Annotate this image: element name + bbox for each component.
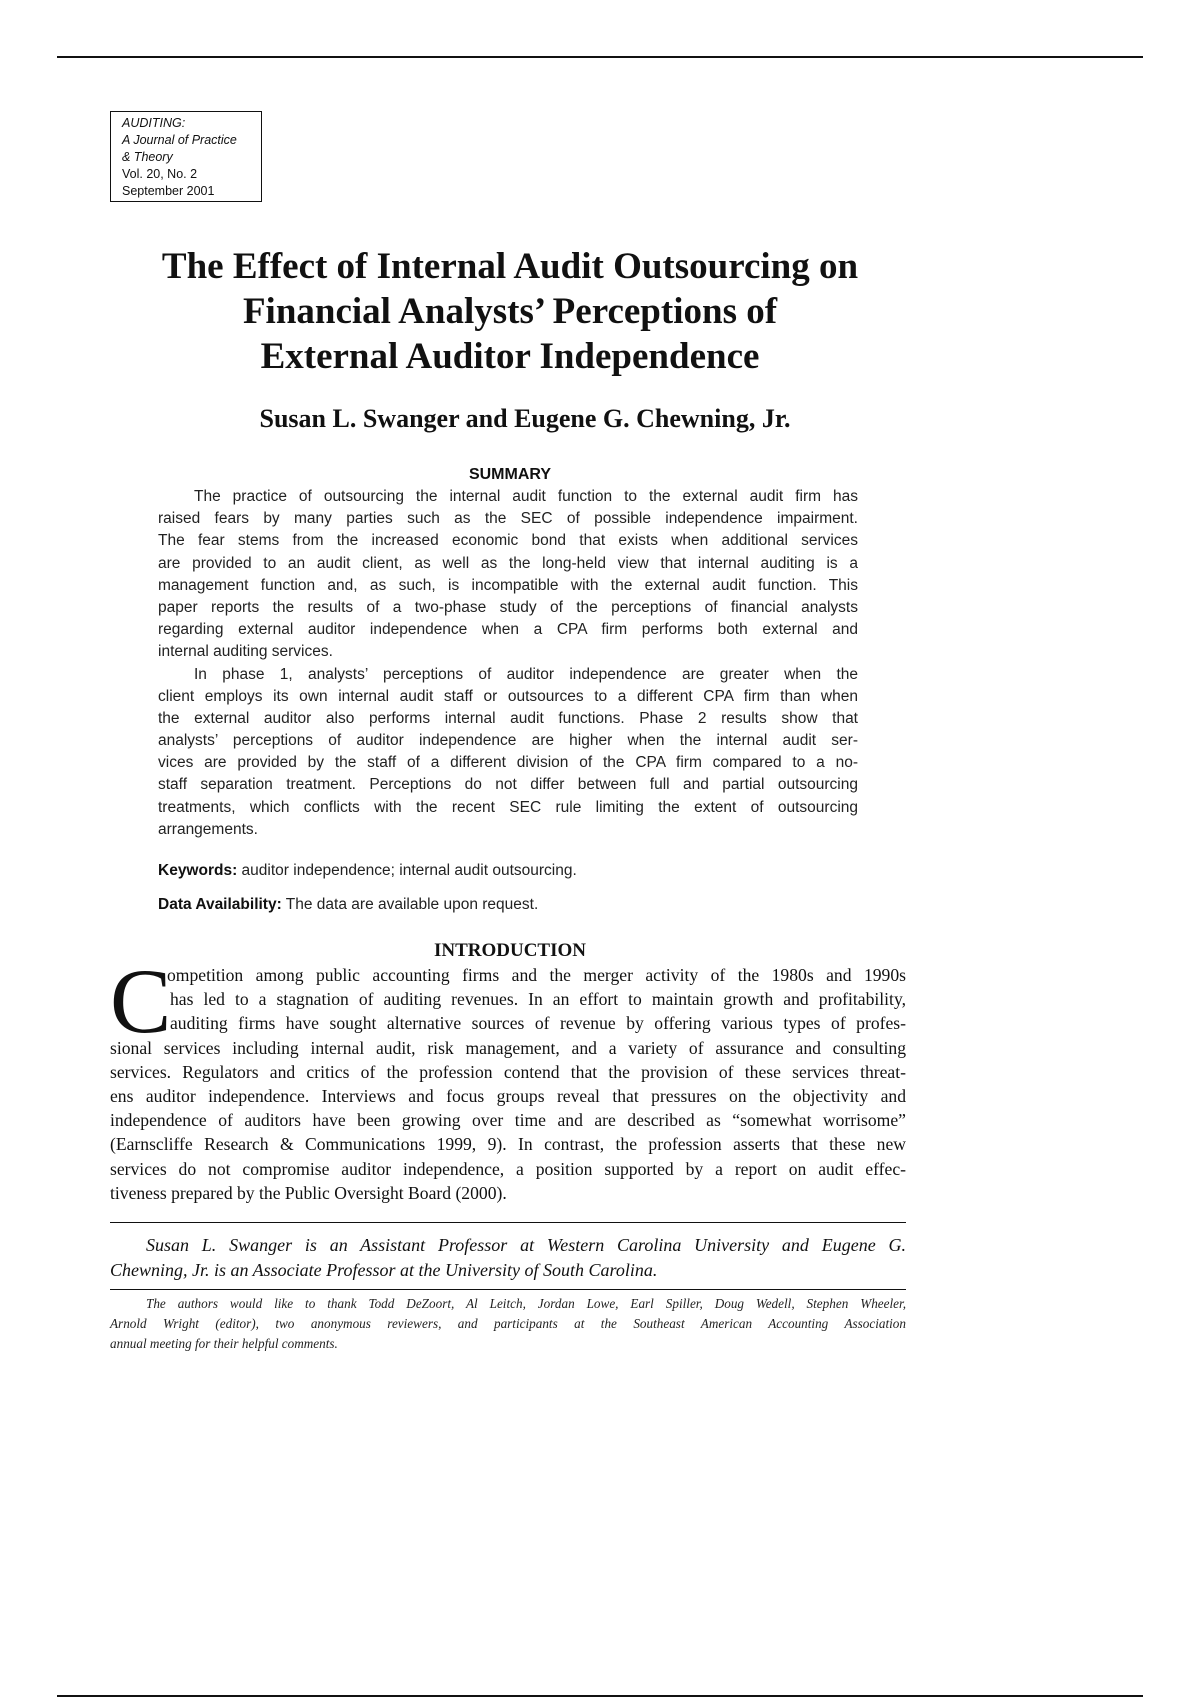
title-line: Financial Analysts’ Perceptions of [242,291,778,332]
journal-info-box [110,111,262,202]
footnote-rule [110,1222,906,1223]
intro-line: (Earnscliffe Research & Communications 1999, 9). In contrast, the profession asserts that these new [110,1134,906,1155]
summary-line: regarding external auditor independence when a CPA firm performs both external and [158,621,858,639]
summary-line: paper reports the results of a two-phase study of the perceptions of financial analysts [158,598,858,616]
summary-line: The fear stems from the increased economic bond that exists when additional services [158,532,858,550]
keywords-label: Keywords: [158,862,238,879]
summary-line: The practice of outsourcing the internal audit function to the external audit firm has [194,488,858,505]
summary-line: analysts’ perceptions of auditor independence are higher when the internal audit ser- [158,732,858,750]
journal-name-line: AUDITING: [122,116,186,130]
intro-line: independence of auditors have been growing over time and are described as “somewhat worrisome” [110,1110,906,1131]
journal-volume: Vol. 20, No. 2 [122,167,198,181]
summary-abstract [158,486,858,841]
journal-name-line: A Journal of Practice [122,133,237,147]
title-line: The Effect of Internal Audit Outsourcing on [161,246,859,287]
intro-line: ompetition among public accounting firms and the merger activity of the 1980s and 1990s [167,965,906,985]
summary-line: raised fears by many parties such as the SEC of possible independence impairment. [158,510,858,528]
paper-authors: Susan L. Swanger and Eugene G. Chewning, Jr. [259,404,791,433]
data-availability-text: The data are available upon request. [281,896,539,913]
bottom-rule [57,1695,1143,1697]
summary-heading: SUMMARY [468,466,552,483]
intro-line: services. Regulators and critics of the profession contend that the provision of these services threat- [110,1061,906,1082]
introduction-body [110,963,906,1205]
intro-line: has led to a stagnation of auditing revenues. In an effort to maintain growth and profitability, [170,989,906,1010]
summary-line: staff separation treatment. Perceptions do not differ between full and partial outsourcing [158,776,858,794]
summary-line: management function and, as such, is incompatible with the external audit function. This [158,576,858,594]
affiliation-line: Susan L. Swanger is an Assistant Professor at Western Carolina University and Eugene G. [146,1235,906,1255]
summary-line: are provided to an audit client, as well as the long-held view that internal auditing is a [158,554,858,572]
introduction-heading: INTRODUCTION [433,940,587,961]
keywords [158,861,878,881]
summary-line: treatments, which conflicts with the recent SEC rule limiting the extent of outsourcing [158,798,858,816]
intro-line: services do not compromise auditor independence, a position supported by a report on audit effec- [110,1158,906,1179]
paper-title [110,244,910,379]
top-rule [57,56,1143,58]
summary-line: arrangements. [158,820,258,838]
title-line: External Auditor Independence [260,336,760,377]
drop-cap: C [110,950,172,1052]
acknowledgment-line: annual meeting for their helpful comments. [110,1336,338,1351]
affiliation-line: Chewning, Jr. is an Associate Professor at the University of South Carolina. [110,1260,658,1280]
data-availability-label: Data Availability: [158,896,282,913]
summary-line: client employs its own internal audit staff or outsources to a different CPA firm than when [158,687,858,705]
summary-line: In phase 1, analysts’ perceptions of auditor independence are greater when the [194,665,858,683]
summary-line: the external auditor also performs internal audit functions. Phase 2 results show that [158,709,858,727]
acknowledgment-line: Arnold Wright (editor), two anonymous reviewers, and participants at the Southeast American Accounting Association [110,1316,906,1331]
intro-line: sional services including internal audit, risk management, and a variety of assurance and consulting [110,1037,906,1058]
footnote-rule [110,1289,906,1290]
keywords-text: auditor independence; internal audit outsourcing. [237,862,577,879]
intro-line: ens auditor independence. Interviews and focus groups reveal that pressures on the objectivity and [110,1085,906,1106]
journal-name-line: & Theory [122,150,173,164]
author-affiliation-footnote [110,1233,906,1283]
intro-line: auditing firms have sought alternative sources of revenue by offering various types of profes- [170,1013,906,1034]
journal-date: September 2001 [122,184,215,198]
summary-line: internal auditing services. [158,643,333,661]
acknowledgment-line: The authors would like to thank Todd DeZoort, Al Leitch, Jordan Lowe, Earl Spiller, Doug Wedell, Stephen Wheeler, [146,1296,906,1311]
acknowledgment-footnote [110,1294,906,1354]
data-availability [158,895,878,915]
intro-line: tiveness prepared by the Public Oversight Board (2000). [110,1182,507,1203]
summary-line: vices are provided by the staff of a different division of the CPA firm compared to a no- [158,754,858,772]
